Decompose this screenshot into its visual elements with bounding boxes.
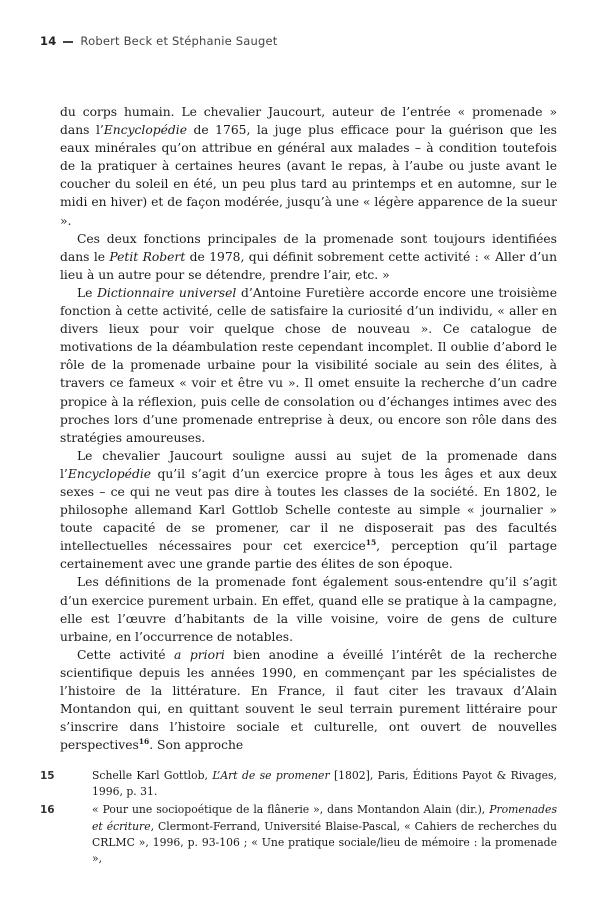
- p6-text-d: . Son approche: [149, 738, 244, 753]
- fn15-text-c: [1802], Paris, Éditions Payot & Rivages, 1996, p. 31.: [92, 769, 557, 799]
- running-title: Robert Beck et Stéphanie Sauget: [80, 34, 278, 48]
- p2-italic: Petit Robert: [109, 249, 186, 264]
- header-separator: [63, 41, 73, 43]
- footnote-16: [40, 802, 557, 867]
- footnote-ref-16[interactable]: 16: [138, 737, 150, 747]
- paragraph-6: [60, 646, 557, 755]
- fn16-text-a: « Pour une sociopoétique de la flânerie », dans Montandon Alain (dir.),: [92, 803, 490, 817]
- footnote-text: [92, 768, 557, 800]
- p4-text-d: , perception qu’il partage certainement avec une grande partie des élites de son époque.: [60, 539, 558, 572]
- footnote-ref-15[interactable]: 15: [365, 538, 377, 548]
- paragraph-2: [60, 230, 557, 284]
- footnote-number: 15: [40, 770, 55, 782]
- p5-text: Les définitions de la promenade font également sous-entendre qu’il s’agit d’un exercice purement urbain. En effet, quand elle se pratique à la campagne, elle est l’œuvre d’habitants de la ville voisine, voire de gens de culture urbaine, en l’occurrence de notables.: [60, 575, 557, 644]
- p3-text-a: Le: [77, 285, 98, 300]
- p4-italic: Encyclopédie: [67, 466, 152, 481]
- p3-text-c: d’Antoine Furetière accorde encore une troisième fonction à cette activité, celle de satisfaire la curiosité d’un individu, « aller en divers lieux pour voir quelque chose de nouveau ». Ce catalogue de motivations de la déambulation reste cependant incomplet. Il oublie d’abord le rôle de la promenade urbaine pour la visibilité sociale au sein des élites, à travers ce fameux « voir et être vu ». Il omet ensuite la recherche d’un cadre propice à la réflexion, puis celle de consolation ou d’échanges intimes avec des proches lors d’une promenade entreprise à deux, ou encore son rôle dans des stratégies amoureuses.: [60, 285, 557, 445]
- p2-text-c: de 1978, qui définit sobrement cette activité : « Aller d’un lieu à un autre pour se détendre, prendre l’air, etc. »: [60, 249, 557, 282]
- p4-text-a: Le chevalier Jaucourt souligne aussi au sujet de la promenade dans l’: [60, 448, 557, 481]
- running-header: [40, 34, 277, 48]
- footnote-15: [40, 768, 557, 800]
- p1-text-a: du corps humain. Le chevalier Jaucourt, auteur de l’entrée « promenade » dans l’: [60, 105, 557, 138]
- footnote-number: 16: [40, 804, 55, 817]
- footnote-text: [92, 802, 557, 867]
- p1-text-c: de 1765, la juge plus efficace pour la guérison que les eaux minérales qu’on attribue en général aux malades – à condition toutefois de la pratiquer à certaines heures (avant le repas, à l’aube ou juste avant le coucher du soleil en été, un peu plus tard au printemps et en automne, sur le midi en hiver) et de façon modérée, jusqu’à une « légère apparence de la sueur ».: [60, 123, 557, 228]
- p3-italic: Dictionnaire universel: [97, 285, 237, 300]
- p2-text-a: Ces deux fonctions principales de la promenade sont toujours identifiées dans le: [60, 231, 557, 264]
- paragraph-5: [60, 573, 557, 645]
- paragraph-4: [60, 447, 557, 574]
- p6-text-c: bien anodine a éveillé l’intérêt de la recherche scientifique depuis les années 1990, en commençant par les spécialistes de l’histoire de la littérature. En France, il faut citer les travaux d’Alain Montandon qui, en quittant souvent le seul terrain purement littéraire pour s’inscrire dans l’histoire sociale et culturelle, ont ouvert de nouvelles perspectives: [60, 647, 557, 753]
- p6-italic: a priori: [174, 647, 225, 662]
- fn15-text-a: Schelle Karl Gottlob,: [92, 769, 213, 782]
- main-text: [60, 103, 557, 754]
- fn16-italic: Promenades et écriture: [92, 803, 557, 833]
- p6-text-a: Cette activité: [77, 647, 175, 662]
- fn15-italic: L’Art de se promener: [212, 769, 330, 782]
- paragraph-3: [60, 284, 557, 447]
- fn16-text-c: , Clermont-Ferrand, Université Blaise-Pascal, « Cahiers de recherches du CRLMC », 1996, p. 93-106 ; « Une pratique sociale/lieu de mémoire : la promenade »,: [92, 819, 557, 866]
- p1-italic: Encyclopédie: [103, 123, 187, 138]
- page-number: 14: [40, 34, 57, 48]
- footnotes: [40, 768, 557, 867]
- p4-text-c: qu’il s’agit d’un exercice propre à tous les âges et aux deux sexes – ce qui ne veut pas dire à toutes les classes de la société. En 1802, le philosophe allemand Karl Gottlob Schelle conteste au simple « journalier » toute capacité de se promener, car il ne disposerait pas des facultés intellectuelles nécessaires pour cet exercice: [60, 466, 557, 554]
- paragraph-1: [60, 103, 557, 230]
